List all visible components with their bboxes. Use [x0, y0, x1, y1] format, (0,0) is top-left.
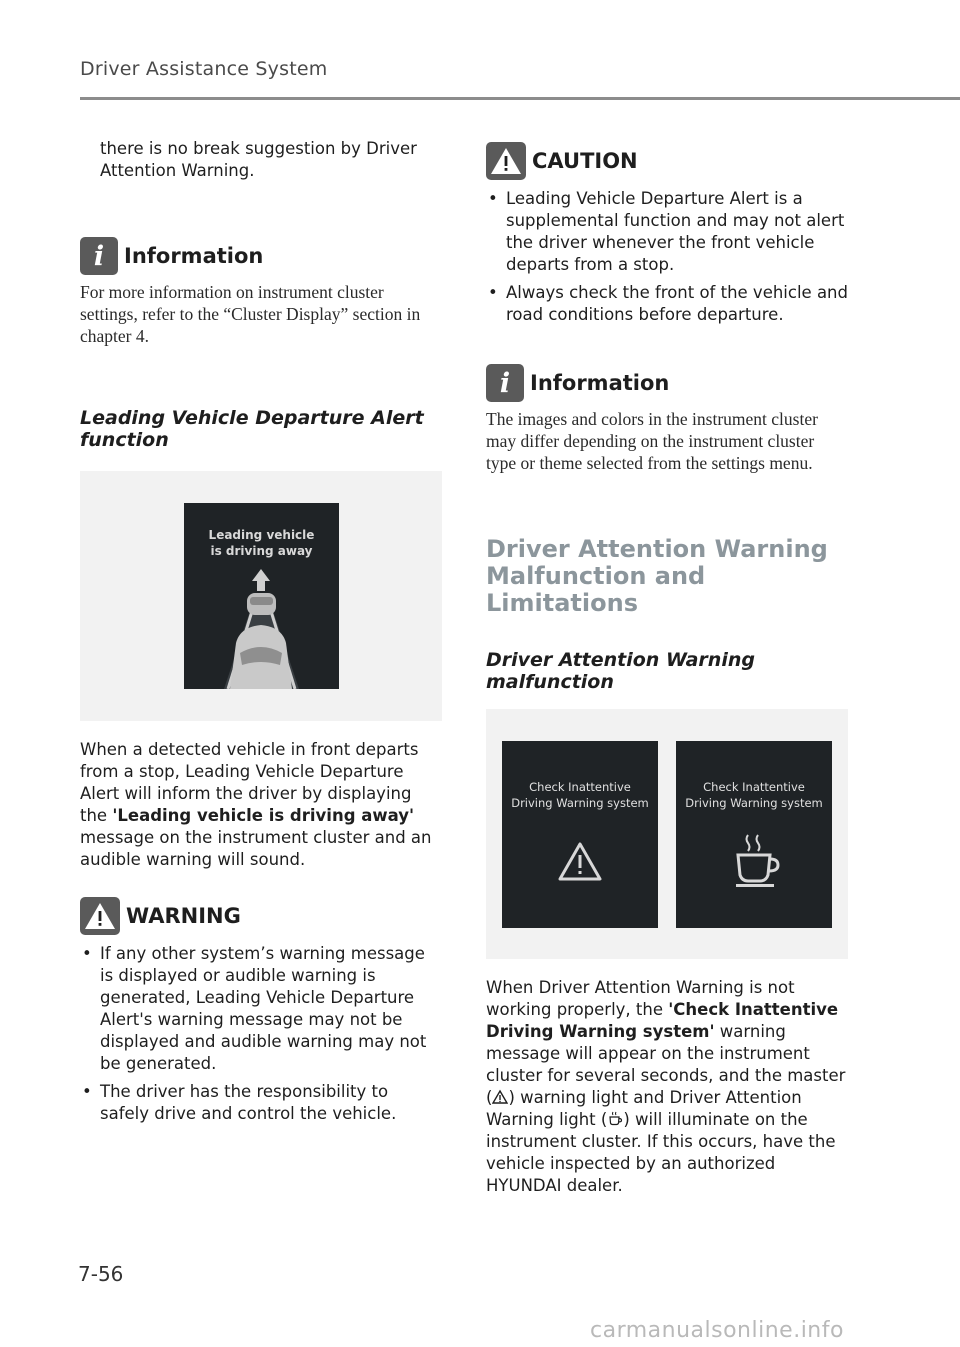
- intro-text: there is no break suggestion by Driver Attention Warning.: [100, 139, 417, 180]
- list-item: • If any other system’s warning message is displayed or audible warning is generated, Leading Vehicle Departure Alert's warning message may not be displayed and audible warning may not be generated.: [80, 943, 442, 1075]
- coffee-cup-inline-icon: [607, 1111, 623, 1127]
- cluster-screen-leading-vehicle: [184, 503, 339, 689]
- left-column: [80, 138, 442, 1131]
- cluster-screen-master-warning: [502, 741, 658, 928]
- caution-label: CAUTION: [532, 149, 638, 173]
- master-warning-inline-icon: [492, 1089, 508, 1105]
- warning-label: WARNING: [126, 904, 241, 928]
- section-heading: Driver Attention Warning Malfunction and Limitations: [486, 535, 828, 617]
- info-text: For more information on instrument cluster settings, refer to the “Cluster Display” section in chapter 4.: [80, 282, 421, 346]
- info-box-cluster: [80, 237, 442, 347]
- message-quote: 'Leading vehicle is driving away': [112, 806, 415, 825]
- caution-box-header: [486, 142, 848, 180]
- info-box-header: [80, 237, 442, 275]
- info-text: The images and colors in the instrument cluster may differ depending on the instrument cluster type or theme selected from the settings menu.: [486, 409, 818, 473]
- message-quote: 'Check Inattentive Driving Warning system': [486, 1000, 839, 1041]
- info-box-header: [486, 364, 848, 402]
- list-item: • Leading Vehicle Departure Alert is a supplemental function and may not alert the driver whenever the front vehicle departs from a stop.: [486, 188, 848, 276]
- master-warning-icon: [502, 741, 658, 928]
- leading-vehicle-illustration: [184, 503, 339, 689]
- screen-msg-line2: Driving Warning system: [511, 796, 649, 810]
- list-item: • Always check the front of the vehicle and road conditions before departure.: [486, 282, 848, 326]
- info-label: Information: [530, 371, 670, 395]
- warning-list: [80, 943, 442, 1125]
- caution-triangle-icon: [486, 142, 526, 180]
- cluster-screen-daw-light: [676, 741, 832, 928]
- subheading-daw-malfunction: Driver Attention Warning malfunction: [486, 649, 755, 693]
- list-item: • The driver has the responsibility to safely drive and control the vehicle.: [80, 1081, 442, 1125]
- screen-msg-line2: is driving away: [210, 544, 313, 558]
- coffee-cup-icon: [676, 741, 832, 928]
- caution-box: [486, 142, 848, 326]
- watermark: carmanualsonline.info: [590, 1318, 844, 1343]
- information-icon: i: [486, 364, 524, 402]
- screen-msg-line1: Leading vehicle: [208, 528, 315, 542]
- right-column: [486, 138, 848, 1197]
- header-rule: [80, 97, 960, 100]
- screen-msg-line1: Check Inattentive: [529, 780, 631, 794]
- daw-malfunction-paragraph: When Driver Attention Warning is not working properly, the 'Check Inattentive Driving Warning system' warning message will appear on the instrument cluster for several seconds, and the master ( ) warning light and Driver Attention Warning light ( ) will illuminate on the instrument cluster. If this occurs, have the vehicle inspected by an authorized HYUNDAI dealer.: [486, 978, 846, 1195]
- information-icon: i: [80, 237, 118, 275]
- warning-box: [80, 897, 442, 1125]
- figure-leading-vehicle: [80, 471, 442, 721]
- caution-list: [486, 188, 848, 326]
- info-box-images: [486, 364, 848, 474]
- screen-msg-line1: Check Inattentive: [703, 780, 805, 794]
- warning-box-header: [80, 897, 442, 935]
- running-header: Driver Assistance System: [80, 58, 328, 80]
- leading-vehicle-paragraph: When a detected vehicle in front departs from a stop, Leading Vehicle Departure Alert will inform the driver by displaying the 'Leading vehicle is driving away' message on the instrument cluster and an audible warning will sound.: [80, 740, 432, 869]
- screen-msg-line2: Driving Warning system: [685, 796, 823, 810]
- warning-triangle-icon: [80, 897, 120, 935]
- info-label: Information: [124, 244, 264, 268]
- subheading-leading-vehicle: Leading Vehicle Departure Alert function: [80, 407, 424, 451]
- figure-daw-malfunction: [486, 709, 848, 959]
- page-number: 7-56: [78, 1262, 124, 1286]
